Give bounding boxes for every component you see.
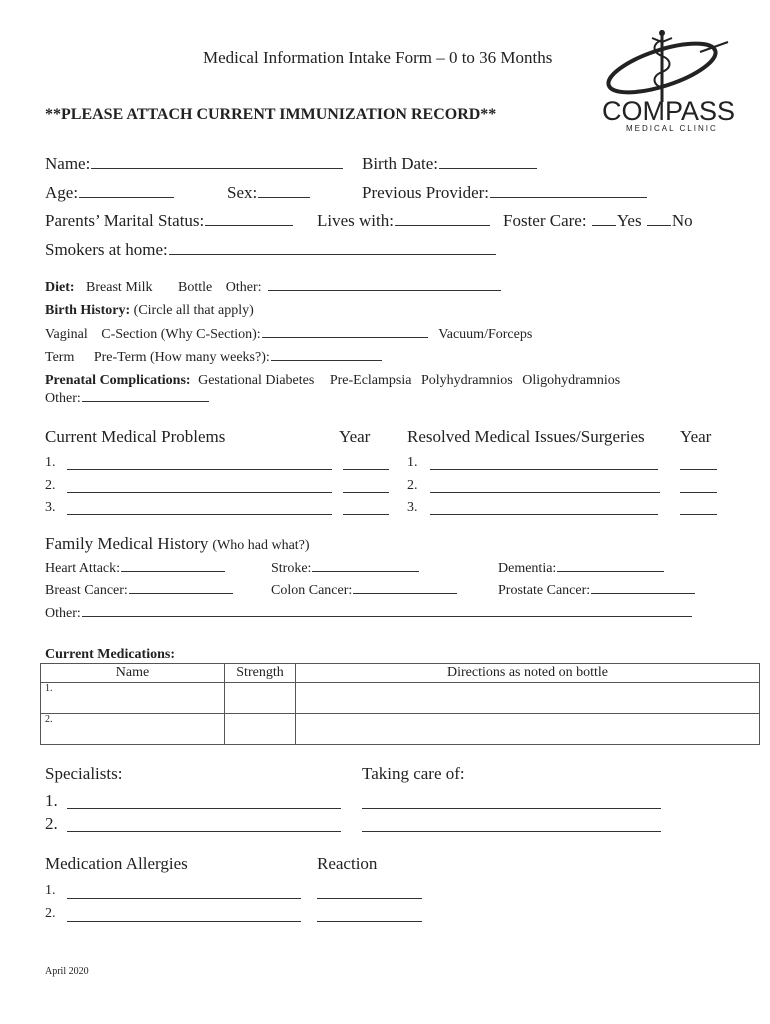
family-other-field[interactable] (45, 606, 693, 622)
resolved-number: 3. (407, 500, 418, 515)
specialist-number: 2. (45, 814, 58, 833)
problem-number: 3. (45, 500, 56, 515)
previous-provider-field[interactable] (362, 183, 648, 203)
med-strength-header: Strength (225, 664, 296, 683)
reaction-input[interactable] (317, 921, 422, 922)
current-problem-input[interactable] (67, 469, 332, 470)
sex-label: Sex: (227, 183, 258, 202)
prenatal-other-field[interactable] (45, 391, 210, 407)
term-row (45, 350, 383, 366)
marital-status-label: Parents’ Marital Status: (45, 211, 205, 230)
sex-field[interactable] (227, 183, 311, 203)
taking-care-of-input[interactable] (362, 808, 661, 809)
prenatal-oligohydramnios[interactable]: Oligohydramnios (522, 373, 621, 388)
diet-label: Diet: (45, 280, 75, 295)
birth-date-label: Birth Date: (362, 154, 439, 173)
med-directions-cell[interactable] (296, 683, 760, 714)
allergy-number: 2. (45, 906, 56, 921)
resolved-year-input[interactable] (680, 514, 717, 515)
current-year-input[interactable] (343, 514, 389, 515)
allergy-number: 1. (45, 883, 56, 898)
resolved-year-header: Year (680, 427, 712, 446)
smokers-label: Smokers at home: (45, 240, 168, 259)
prenatal-row (45, 373, 620, 389)
immunization-notice: **PLEASE ATTACH CURRENT IMMUNIZATION RECORD** (45, 106, 497, 123)
family-history-title: Family Medical History (45, 534, 209, 553)
resolved-year-input[interactable] (680, 492, 717, 493)
resolved-number: 2. (407, 478, 418, 493)
problem-number: 2. (45, 478, 56, 493)
allergy-input[interactable] (67, 898, 301, 899)
med-name-header: Name (41, 664, 225, 683)
birth-history-row (45, 303, 254, 319)
birth-history-hint: (Circle all that apply) (133, 303, 254, 318)
allergies-header: Medication Allergies (45, 854, 188, 873)
row-number: 1. (45, 683, 53, 694)
age-label: Age: (45, 183, 79, 202)
csection-reason-input[interactable] (262, 336, 428, 338)
diet-bottle-option[interactable]: Bottle (178, 280, 213, 295)
diet-other-input[interactable] (268, 289, 501, 291)
med-strength-cell[interactable] (225, 683, 296, 714)
specialist-number: 1. (45, 791, 58, 810)
med-name-cell[interactable] (41, 683, 225, 714)
current-problems-header: Current Medical Problems (45, 427, 226, 446)
term-option[interactable]: Term (45, 350, 75, 365)
prenatal-pre-eclampsia[interactable]: Pre-Eclampsia (329, 373, 412, 388)
reaction-header: Reaction (317, 854, 378, 873)
specialist-input[interactable] (67, 808, 341, 809)
med-directions-header: Directions as noted on bottle (296, 664, 760, 683)
family-history-hint: (Who had what?) (212, 538, 310, 553)
taking-care-of-input[interactable] (362, 831, 661, 832)
dementia-label: Dementia: (498, 561, 557, 576)
specialist-input[interactable] (67, 831, 341, 832)
prostate-cancer-field[interactable] (498, 583, 696, 599)
med-name-cell[interactable] (41, 714, 225, 745)
heart-attack-label: Heart Attack: (45, 561, 121, 576)
prenatal-gestational-diabetes[interactable]: Gestational Diabetes (198, 373, 315, 388)
current-year-header: Year (339, 427, 371, 446)
prenatal-label: Prenatal Complications: (45, 373, 191, 388)
form-title: Medical Information Intake Form – 0 to 36 Months (203, 48, 553, 67)
delivery-row (45, 327, 532, 343)
family-history-header (45, 534, 310, 554)
prenatal-polyhydramnios[interactable]: Polyhydramnios (420, 373, 513, 388)
resolved-issues-header: Resolved Medical Issues/Surgeries (407, 427, 645, 446)
diet-row (45, 280, 502, 296)
current-problem-input[interactable] (67, 492, 332, 493)
foster-care-label: Foster Care: (503, 211, 587, 230)
preterm-option[interactable]: Pre-Term (How many weeks?): (93, 350, 270, 365)
row-number: 2. (45, 714, 53, 725)
previous-provider-label: Previous Provider: (362, 183, 490, 202)
name-field[interactable] (45, 154, 344, 174)
table-row (41, 683, 760, 714)
problem-number: 1. (45, 455, 56, 470)
compass-logo (600, 28, 736, 140)
prostate-cancer-label: Prostate Cancer: (498, 583, 591, 598)
breast-cancer-label: Breast Cancer: (45, 583, 128, 598)
lives-with-field[interactable] (317, 211, 491, 231)
current-year-input[interactable] (343, 469, 389, 470)
footer-date: April 2020 (45, 966, 89, 977)
resolved-issue-input[interactable] (430, 514, 658, 515)
stroke-field[interactable] (271, 561, 420, 577)
foster-no-option[interactable]: No (671, 211, 693, 230)
diet-other-label: Other: (225, 280, 262, 295)
med-strength-cell[interactable] (225, 714, 296, 745)
prenatal-other-label: Other: (45, 391, 81, 406)
marital-status-field[interactable] (45, 211, 294, 231)
medications-table (40, 663, 760, 745)
resolved-issue-input[interactable] (430, 492, 660, 493)
reaction-input[interactable] (317, 898, 422, 899)
current-year-input[interactable] (343, 492, 389, 493)
resolved-year-input[interactable] (680, 469, 717, 470)
vaginal-option[interactable]: Vaginal (45, 327, 88, 342)
allergy-input[interactable] (67, 921, 301, 922)
stroke-label: Stroke: (271, 561, 312, 576)
family-other-label: Other: (45, 606, 81, 621)
logo-subtitle: MEDICAL CLINIC (626, 124, 718, 133)
foster-yes-option[interactable]: Yes (616, 211, 642, 230)
foster-care-field[interactable] (503, 211, 693, 231)
name-label: Name: (45, 154, 91, 173)
dementia-field[interactable] (498, 561, 665, 577)
table-row (41, 714, 760, 745)
csection-option[interactable]: C-Section (Why C-Section): (101, 327, 261, 342)
diet-breast-milk-option[interactable]: Breast Milk (86, 280, 153, 295)
vacuum-forceps-option[interactable]: Vacuum/Forceps (438, 327, 533, 342)
resolved-issue-input[interactable] (430, 469, 658, 470)
med-directions-cell[interactable] (296, 714, 760, 745)
resolved-number: 1. (407, 455, 418, 470)
breast-cancer-field[interactable] (45, 583, 234, 599)
age-field[interactable] (45, 183, 175, 203)
colon-cancer-label: Colon Cancer: (271, 583, 353, 598)
preterm-weeks-input[interactable] (271, 359, 382, 361)
specialists-header: Specialists: (45, 764, 123, 783)
heart-attack-field[interactable] (45, 561, 226, 577)
logo-name: COMPASS (602, 96, 736, 126)
current-problem-input[interactable] (67, 514, 332, 515)
birth-history-label: Birth History: (45, 303, 131, 318)
lives-with-label: Lives with: (317, 211, 394, 230)
medications-title: Current Medications: (45, 647, 175, 662)
colon-cancer-field[interactable] (271, 583, 458, 599)
birth-date-field[interactable] (362, 154, 538, 174)
smokers-field[interactable] (45, 240, 497, 260)
taking-care-of-header: Taking care of: (362, 764, 465, 783)
